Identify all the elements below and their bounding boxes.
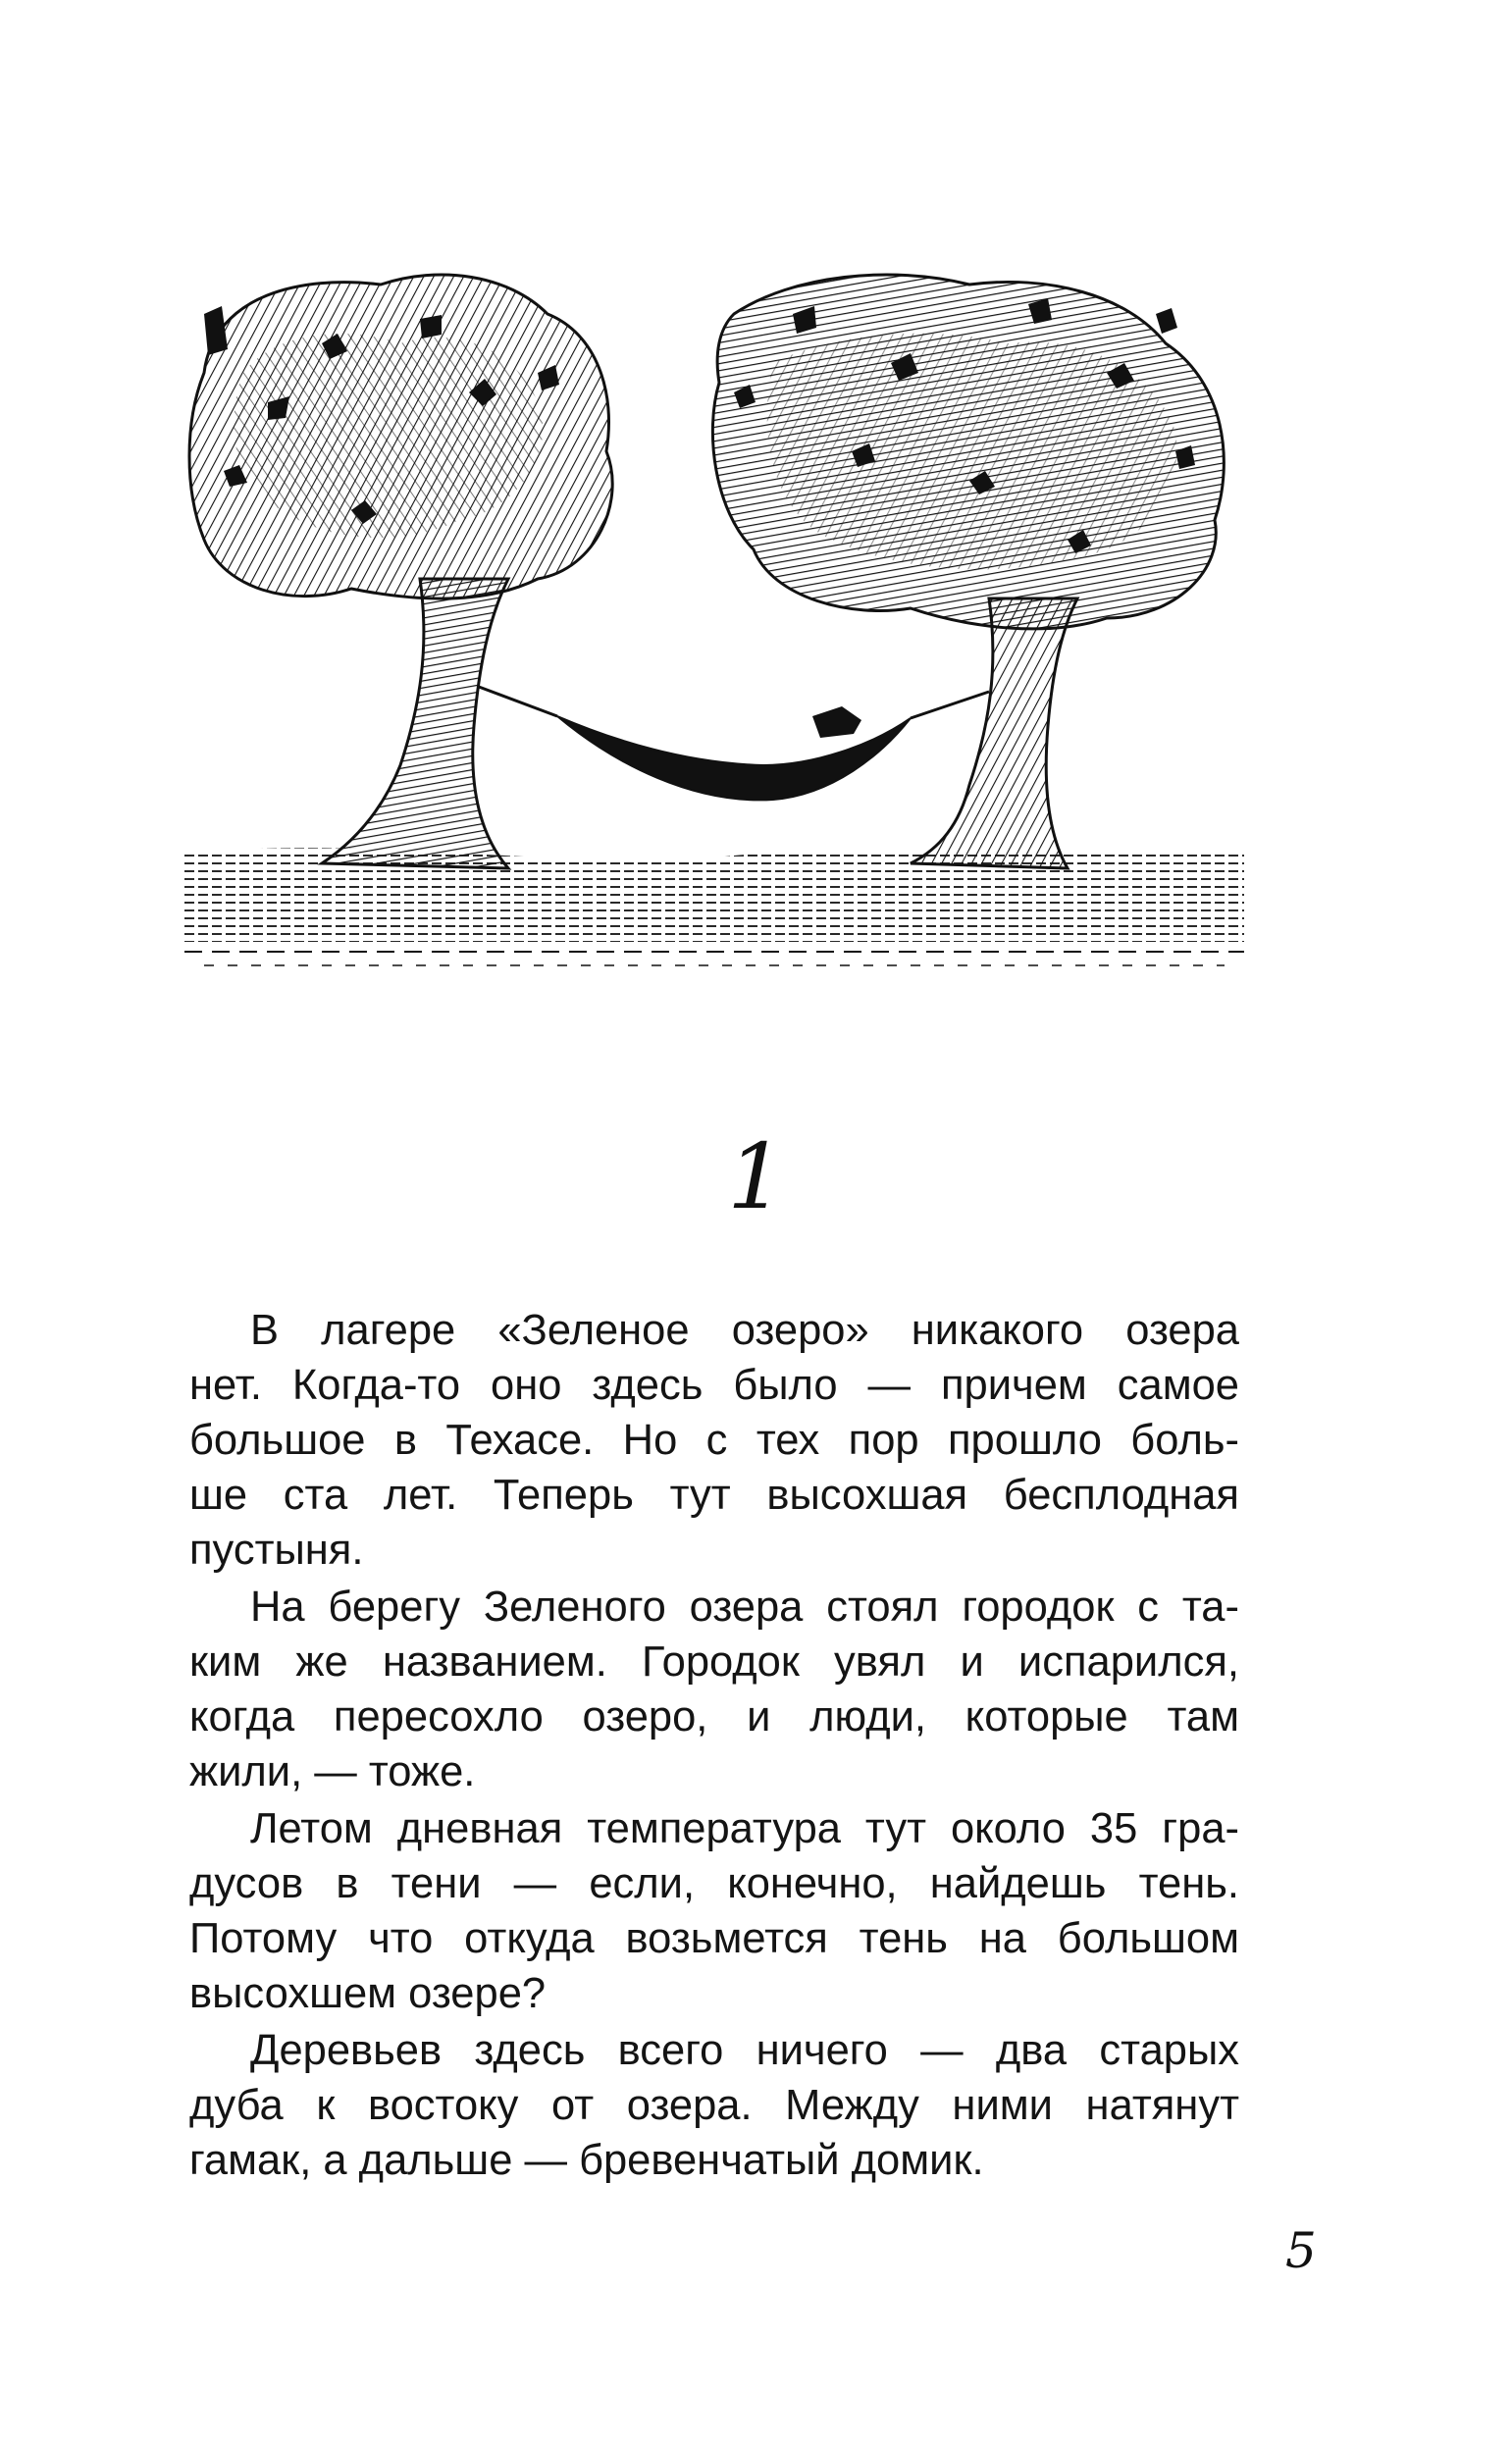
text-line: Потому что откуда возьмется тень на большом [189,1915,1239,1962]
text-line: ким же названием. Городок увял и испарился, [189,1638,1239,1686]
text-line: дусов в тени — если, конечно, найдешь тень. [189,1860,1239,1907]
text-line: большое в Техасе. Но с тех пор прошло боль- [189,1417,1239,1464]
text-line: когда пересохло озеро, и люди, которые там [189,1693,1239,1741]
text-line: Деревьев здесь всего ничего — два старых [250,2027,1239,2074]
left-tree-canopy [189,275,612,598]
text-line: нет. Когда-то оно здесь было — причем самое [189,1362,1239,1409]
right-tree-canopy [712,275,1224,629]
paragraph-2 [189,1580,1239,1799]
text-line: В лагере «Зеленое озеро» никакого озера [250,1307,1239,1354]
text-line: На берегу Зеленого озера стоял городок с та- [250,1584,1239,1631]
paragraph-3 [189,1801,1239,2021]
hammock [479,687,989,800]
text-line: жили, — тоже. [189,1748,476,1795]
ground-hatching [184,848,1244,965]
chapter-number: 1 [727,1124,785,1229]
text-line: Летом дневная температура тут около 35 гра- [250,1805,1239,1852]
oak-trees-hammock-illustration [184,255,1244,971]
text-line: дуба к востоку от озера. Между ними натянут [189,2082,1239,2129]
text-line: гамак, а дальше — бревенчатый домик. [189,2137,984,2184]
paragraph-4 [189,2023,1239,2188]
paragraph-1 [189,1303,1239,1578]
chapter-body-text [189,1303,1239,2190]
text-line: высохшем озере? [189,1970,547,2017]
text-line: пустыня. [189,1527,364,1574]
text-line: ше ста лет. Теперь тут высохшая бесплодная [189,1472,1239,1519]
page-number: 5 [1285,2222,1317,2279]
